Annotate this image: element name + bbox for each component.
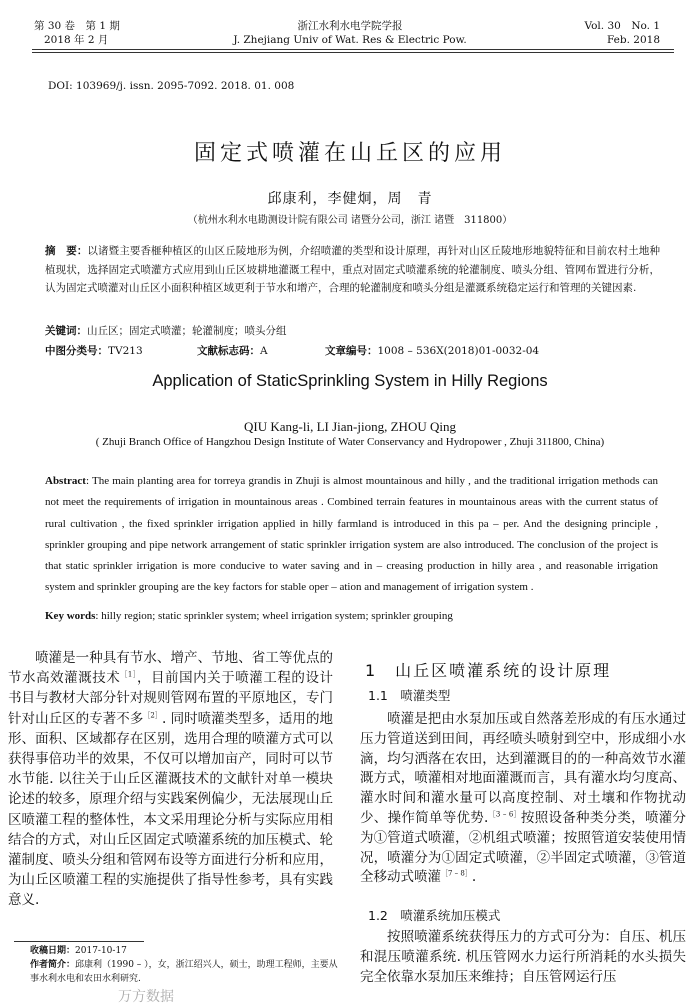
article-label: 文章编号： [325,345,378,357]
keywords-en-label: Key words [45,610,96,622]
footnote [30,944,340,986]
section-1-1-text-a: 喷灌是把由水泵加压或自然落差形成的有压水通过压力管道送到田间，再经喷头喷射到空中，形成细小水滴，均匀洒落在农田，达到灌溉目的的一种高效节水灌溉方式，喷灌相对地面灌溉而言，具有灌水均匀度高、灌水时间和灌水量可以高度控制、对土壤和作物扰动少、操作简单等优势. [360,711,686,826]
authors-cn: 邱康利，李健炯，周 青 [267,191,433,207]
received-date [30,944,340,958]
keywords-en-text: : hilly region; static sprinkler system; wheel irrigation system; sprinkler grouping [95,610,453,622]
section-1-1-heading: 1.1 喷灌类型 [368,688,451,703]
doc-value: A [260,345,268,357]
clc-label: 中图分类号： [45,345,108,357]
article-number [325,343,539,358]
abstract-en [45,471,658,599]
citation-2: ［2］ [143,711,162,720]
abstract-cn-label: 摘 要： [45,245,88,257]
keywords-cn-text: 山丘区；固定式喷灌；轮灌制度；喷头分组 [87,325,287,337]
introduction [8,648,333,911]
abstract-cn [45,242,660,298]
article-value: 1008 – 536X(2018)01-0032-04 [377,345,540,357]
citation-4: ［7 – 8］ [441,869,472,878]
abstract-cn-text: 以诸暨主要香榧种植区的山区丘陵地形为例，介绍喷灌的类型和设计原理，再针对山区丘陵地形地貌特征和目前农村土地种植现状，选择固定式喷灌方式应用到山丘区坡耕地灌溉工程中，重点对固定式喷灌系统的轮灌制度、喷头分组、管网布置进行分析，认为固定式喷灌对山丘区小面积种植区域更利于节水和增产，合理的轮灌制度和喷头分组是灌溉系统稳定运行和管理的关键因素. [45,245,660,294]
received-label: 收稿日期： [30,946,76,956]
header-rule-top [32,49,674,50]
abstract-en-text: : The main planting area for torreya grandis in Zhuji is almost mountainous and hilly , and the traditional irrigation methods can not meet the requirements of irrigation in mountainous areas . Combined terrain features in mountainous areas with the current status of rural cultivation , the fixed sprinkler irrigation applied in hilly farmland is introduced in this pa – per. And the designing principle , sprinkler grouping and pipe network arrangement of static sprinkler irrigation system are also introduced. The conclusion of the project is that static sprinkler irrigation is more conducive to water saving and in – creasing production in hilly area , and reasonable irrigation system and sprinkler grouping are the key factors for stable oper – ation and management of irrigation system . [45,475,658,594]
footnote-rule [14,941,144,942]
issue-date: 2018 年 2 月 [44,34,109,46]
journal-name-en: J. Zhejiang Univ of Wat. Res & Electric Pow. [233,34,467,46]
volume-issue-en: Vol. 30 No. 1 [584,20,660,32]
intro-paragraph [8,648,333,911]
bio-value: 邱康利（1990 – ），女，浙江绍兴人，硕士，助理工程师，主要从事水利水电和农田水利研究. [30,960,338,984]
section-1-1-text-b: 按照设备种类分类，喷灌分为①管道式喷灌，②机组式喷灌；按照管道安装使用情况，喷灌分为①固定式喷灌，②半固定式喷灌，③管道全移动式喷灌 [360,809,687,886]
abstract-en-label: Abstract [45,475,86,487]
received-value: 2017-10-17 [75,946,127,956]
section-1-1-paragraph [360,710,686,888]
journal-volume-en [584,19,660,47]
volume-issue: 第 30 卷 第 1 期 [34,20,120,32]
affiliation-en: ( Zhuji Branch Office of Hangzhou Design Institute of Water Conservancy and Hydropower , Zhuji 311800, China) [95,436,605,448]
authors-en: QIU Kang-li, LI Jian-jiong, ZHOU Qing [244,419,456,434]
intro-text-b: ，目前国内关于喷灌工程的设计书目与教材大部分针对规则管网布置的平原地区，专门针对山丘区的专著不多 [8,670,333,727]
doc-label: 文献标志码： [197,345,260,357]
section-1-2-paragraph: 按照喷灌系统获得压力的方式可分为：自压、机压和混压喷灌系统. 机压管网水力运行所消耗的水头损失完全依靠水泵加压来维持；自压管网运行压 [360,929,686,986]
paper-title-cn: 固定式喷灌在山丘区的应用 [193,141,506,166]
citation-3: ［3 – 6］ [488,810,521,819]
header-rule-bottom [32,52,674,53]
journal-name-cn: 浙江水利水电学院学报 [297,20,403,32]
section-1-1-body [360,710,686,888]
section-1-1-text-c: . [471,869,477,886]
watermark: 万方数据 [118,989,174,1005]
doi: DOI: 103969/j. issn. 2095-7092. 2018. 01. 008 [48,80,295,92]
clc-code [45,343,197,358]
issue-date-en: Feb. 2018 [606,34,660,46]
document-code [197,343,325,358]
section-1-heading: 1 山丘区喷灌系统的设计原理 [365,661,612,680]
affiliation-cn: （杭州水利水电勘测设计院有限公司 诸暨分公司，浙江 诸暨 311800） [187,215,513,226]
keywords-cn [45,323,287,338]
bio-label: 作者简介： [30,960,76,970]
keywords-cn-label: 关键词： [45,325,87,337]
author-bio [30,958,340,986]
section-1-2-heading: 1.2 喷灌系统加压模式 [368,908,501,923]
intro-text-a: 喷灌是一种具有节水、增产、节地、省工等优点的节水高效灌溉技术 [8,650,333,687]
intro-text-c: . 同时喷灌类型多，适用的地形、面积、区域都存在区别，选用合理的喷灌方式可以获得事倍功半的效果，不仅可以增加亩产，同时可以节水节能. 以往关于山丘区灌溉技术的文献针对单一模块论述的较多，原理介绍与实践案例偏少，无法展现山丘区喷灌工程的整体性，本文采用理论分析与实际应用相结合的方式，对山丘区固定式喷灌系统的加压模式、轮灌制度、喷头分组和管网布设等方面进行分析和应用，为山丘区喷灌工程的实施提供了指导性参考，具有实践意义. [8,710,333,909]
keywords-en [45,610,453,622]
citation-1: ［1］ [120,670,137,679]
classification-row [45,343,660,358]
section-1-2-body [360,927,686,988]
clc-value: TV213 [108,345,143,357]
paper-title-en: Application of StaticSprinkling System in Hilly Regions [152,372,548,390]
